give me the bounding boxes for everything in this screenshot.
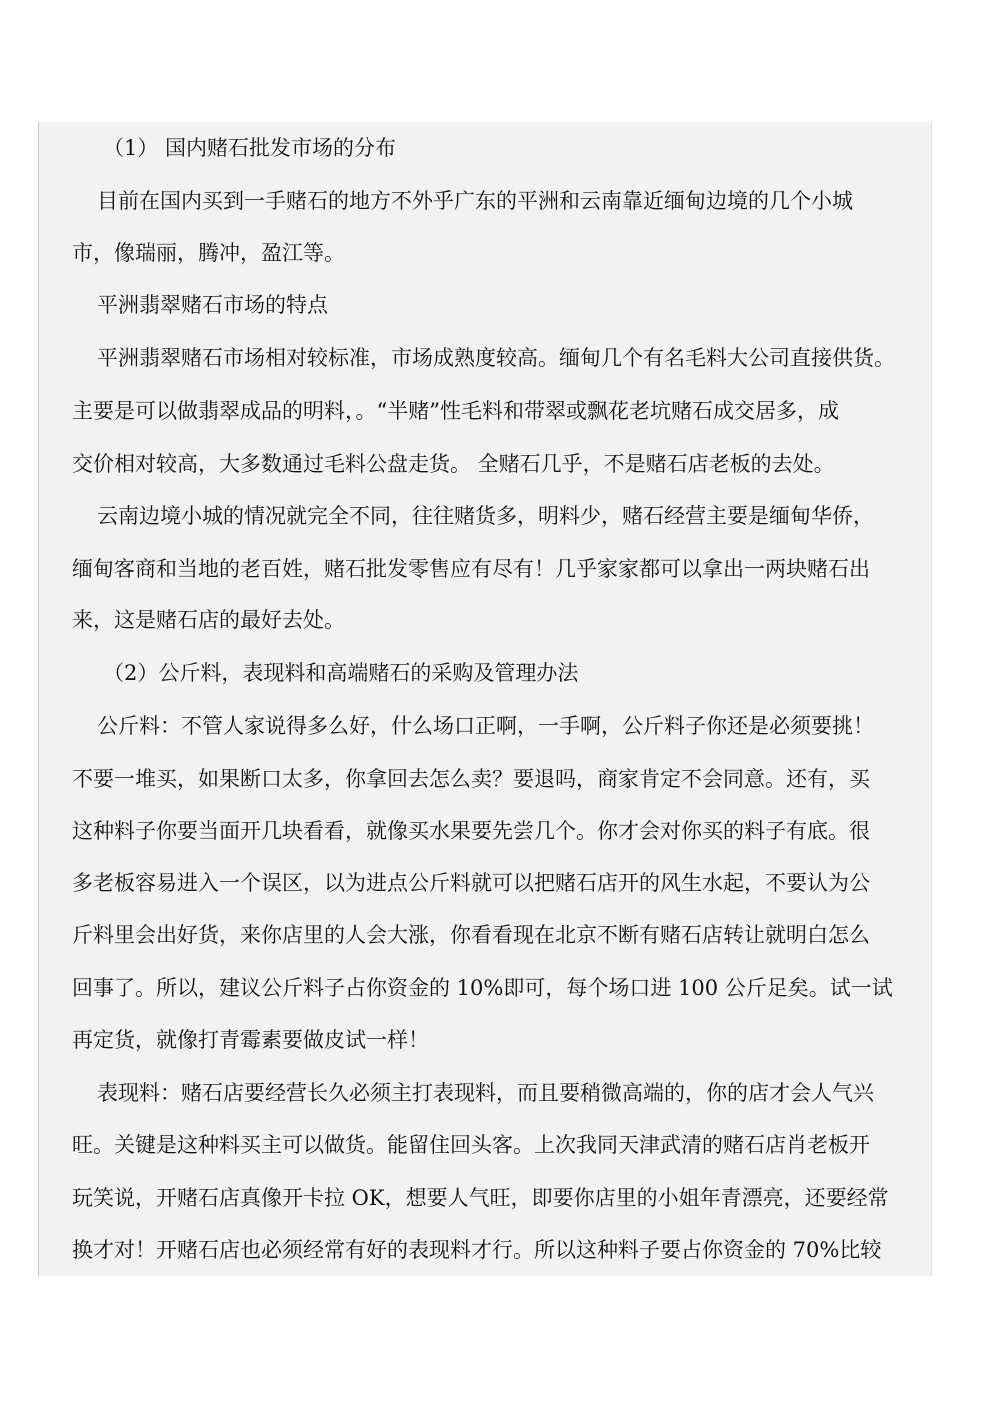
section-heading-2: （2）公斤料，表现料和高端赌石的采购及管理办法 — [103, 661, 579, 685]
paragraph-line: 市，像瑞丽，腾冲，盈江等。 — [72, 241, 345, 265]
paragraph-line: 公斤料：不管人家说得多么好，什么场口正啊，一手啊，公斤料子你还是必须要挑！ — [97, 714, 874, 738]
paragraph-line: 交价相对较高，大多数通过毛料公盘走货。 全赌石几乎，不是赌石店老板的去处。 — [72, 452, 835, 476]
subheading: 平洲翡翠赌石市场的特点 — [97, 293, 328, 317]
paragraph-line: 平洲翡翠赌石市场相对较标准，市场成熟度较高。缅甸几个有名毛料大公司直接供货。 — [97, 346, 895, 370]
paragraph-line: 旺。关键是这种料买主可以做货。能留住回头客。上次我同天津武清的赌石店肖老板开 — [72, 1133, 870, 1157]
paragraph-line: 云南边境小城的情况就完全不同，往往赌货多，明料少，赌石经营主要是缅甸华侨， — [97, 504, 874, 528]
paragraph-line: 这种料子你要当面开几块看看，就像买水果要先尝几个。你才会对你买的料子有底。很 — [72, 819, 870, 843]
paragraph-line: 回事了。所以，建议公斤料子占你资金的 10%即可，每个场口进 100 公斤足矣。试一试 — [72, 976, 893, 1000]
section-heading-1: （1） 国内赌石批发市场的分布 — [103, 136, 397, 160]
paragraph-line: 目前在国内买到一手赌石的地方不外乎广东的平洲和云南靠近缅甸边境的几个小城 — [97, 189, 853, 213]
paragraph-line: 来，这是赌石店的最好去处。 — [72, 608, 345, 632]
paragraph-line: 表现料：赌石店要经营长久必须主打表现料，而且要稍微高端的，你的店才会人气兴 — [97, 1081, 874, 1105]
paragraph-line: 多老板容易进入一个误区，以为进点公斤料就可以把赌石店开的风生水起，不要认为公 — [72, 871, 870, 895]
paragraph-line: 再定货，就像打青霉素要做皮试一样！ — [72, 1028, 429, 1052]
paragraph-line: 缅甸客商和当地的老百姓，赌石批发零售应有尽有！几乎家家都可以拿出一两块赌石出 — [72, 557, 870, 581]
paragraph-line: 斤料里会出好货，来你店里的人会大涨，你看看现在北京不断有赌石店转让就明白怎么 — [72, 923, 870, 947]
paragraph-line: 不要一堆买，如果断口太多，你拿回去怎么卖？要退吗，商家肯定不会同意。还有，买 — [72, 767, 870, 791]
paragraph-line: 主要是可以做翡翠成品的明料，。“半赌”性毛料和带翠或飘花老坑赌石成交居多，成 — [72, 399, 839, 423]
paragraph-line: 换才对！开赌石店也必须经常有好的表现料才行。所以这种料子要占你资金的 70%比较 — [72, 1238, 882, 1262]
paragraph-line: 玩笑说，开赌石店真像开卡拉 OK，想要人气旺，即要你店里的小姐年青漂亮，还要经常 — [72, 1186, 889, 1210]
